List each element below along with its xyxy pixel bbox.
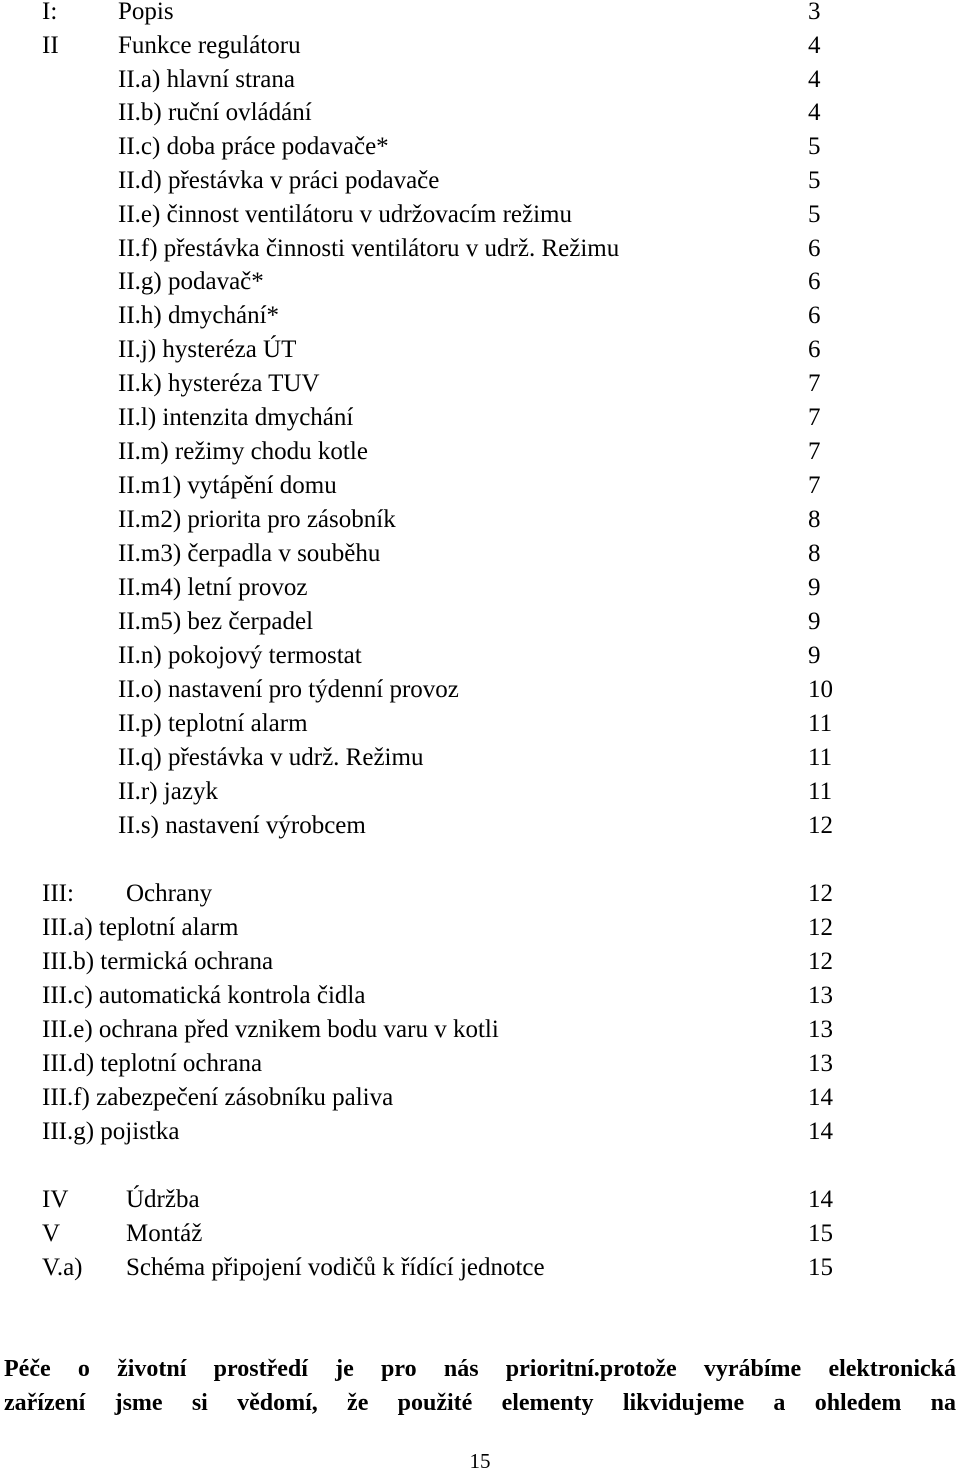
toc-entry-title: II.m3) čerpadla v souběhu: [118, 540, 381, 567]
toc-entry-number: IV: [42, 1186, 69, 1213]
toc-entry-title: Funkce regulátoru: [118, 32, 301, 59]
toc-subentry: [0, 265, 960, 299]
toc-entry-funkce-regulatoru: [0, 29, 960, 63]
toc-entry-page: 5: [808, 133, 821, 160]
toc-entry-page: 15: [808, 1254, 833, 1281]
toc-entry-page: 13: [808, 1050, 833, 1077]
toc-subentry: [0, 1013, 960, 1047]
toc-entry-page: 12: [808, 812, 833, 839]
toc-subentry: [0, 198, 960, 232]
toc-subentry: [0, 673, 960, 707]
toc-subentry: [0, 639, 960, 673]
toc-entry-popis: [0, 0, 960, 29]
toc-subentry: [0, 979, 960, 1013]
toc-entry-page: 12: [808, 880, 833, 907]
toc-entry-title: II.s) nastavení výrobcem: [118, 812, 366, 839]
toc-subentry: [0, 775, 960, 809]
toc-entry-title: II.m1) vytápění domu: [118, 472, 337, 499]
toc-subentry: [0, 503, 960, 537]
toc-entry-number: V.a): [42, 1254, 83, 1281]
toc-entry-page: 8: [808, 506, 821, 533]
environment-note-line-2: zařízení jsme si vědomí, že použité elementy likvidujeme a ohledem na: [4, 1390, 956, 1416]
toc-entry-number: III:: [42, 880, 74, 907]
toc-entry-page: 6: [808, 302, 821, 329]
toc-entry-title: II.n) pokojový termostat: [118, 642, 362, 669]
toc-entry-title: III.e) ochrana před vznikem bodu varu v kotli: [42, 1016, 499, 1043]
toc-subentry: [0, 401, 960, 435]
toc-subentry: [0, 911, 960, 945]
toc-entry-title: II.f) přestávka činnosti ventilátoru v udrž. Režimu: [118, 235, 620, 262]
toc-entry-page: 13: [808, 1016, 833, 1043]
toc-subentry: [0, 232, 960, 266]
toc-entry-page: 7: [808, 370, 821, 397]
toc-entry-page: 15: [808, 1220, 833, 1247]
toc-entry-page: 3: [808, 0, 821, 25]
environment-note-line-1: Péče o životní prostředí je pro nás prioritní.protože vyrábíme elektronická: [4, 1356, 956, 1382]
toc-entry-page: 4: [808, 66, 821, 93]
toc-entry-title: II.m2) priorita pro zásobník: [118, 506, 396, 533]
toc-entry-title: III.c) automatická kontrola čidla: [42, 982, 366, 1009]
toc-entry-title: Popis: [118, 0, 174, 25]
toc-entry-page: 5: [808, 201, 821, 228]
toc-subentry: [0, 571, 960, 605]
toc-entry-page: 14: [808, 1118, 833, 1145]
toc-entry-title: Schéma připojení vodičů k řídící jednotce: [126, 1254, 545, 1281]
page-number: 15: [469, 1449, 491, 1473]
toc-entry-title: III.f) zabezpečení zásobníku paliva: [42, 1084, 394, 1111]
toc-entry-ochrany: [0, 877, 960, 911]
toc-entry-page: 7: [808, 438, 821, 465]
toc-entry-title: III.a) teplotní alarm: [42, 914, 239, 941]
toc-entry-schema: [0, 1251, 960, 1285]
toc-entry-title: II.o) nastavení pro týdenní provoz: [118, 676, 459, 703]
toc-entry-number: I:: [42, 0, 58, 25]
toc-subentry: [0, 435, 960, 469]
toc-entry-title: III.b) termická ochrana: [42, 948, 274, 975]
toc-entry-page: 9: [808, 608, 821, 635]
toc-subentry: [0, 945, 960, 979]
toc-entry-title: II.a) hlavní strana: [118, 66, 296, 93]
toc-entry-page: 12: [808, 948, 833, 975]
toc-entry-title: II.b) ruční ovládání: [118, 99, 312, 126]
toc-subentry: [0, 809, 960, 843]
toc-subentry: [0, 741, 960, 775]
toc-subentry: [0, 1081, 960, 1115]
toc-entry-page: 4: [808, 32, 821, 59]
toc-subentry: [0, 537, 960, 571]
toc-subentry: [0, 1047, 960, 1081]
toc-entry-page: 10: [808, 676, 833, 703]
toc-entry-page: 5: [808, 167, 821, 194]
toc-entry-page: 12: [808, 914, 833, 941]
toc-subentry: [0, 707, 960, 741]
toc-entry-page: 7: [808, 404, 821, 431]
toc-entry-title: Montáž: [126, 1220, 203, 1247]
toc-entry-title: II.p) teplotní alarm: [118, 710, 308, 737]
toc-entry-page: 9: [808, 642, 821, 669]
toc-entry-title: II.m4) letní provoz: [118, 574, 308, 601]
toc-subentry: [0, 367, 960, 401]
toc-entry-page: 6: [808, 336, 821, 363]
toc-subentry: [0, 164, 960, 198]
toc-entry-page: 11: [808, 710, 833, 737]
toc-entry-page: 8: [808, 540, 821, 567]
toc-subentry: [0, 605, 960, 639]
toc-entry-title: III.d) teplotní ochrana: [42, 1050, 263, 1077]
toc-entry-title: II.d) přestávka v práci podavače: [118, 167, 440, 194]
toc-entry-title: II.m5) bez čerpadel: [118, 608, 314, 635]
toc-entry-page: 14: [808, 1186, 833, 1213]
toc-entry-page: 6: [808, 268, 821, 295]
toc-subentry: [0, 63, 960, 97]
toc-entry-title: Ochrany: [126, 880, 213, 907]
toc-entry-udrzba: [0, 1183, 960, 1217]
toc-subentry: [0, 96, 960, 130]
toc-subentry: [0, 333, 960, 367]
toc-entry-title: II.l) intenzita dmychání: [118, 404, 354, 431]
toc-entry-title: II.h) dmychání*: [118, 302, 280, 329]
toc-entry-page: 13: [808, 982, 833, 1009]
toc-entry-title: II.m) režimy chodu kotle: [118, 438, 368, 465]
toc-entry-page: 6: [808, 235, 821, 262]
toc-entry-title: II.q) přestávka v udrž. Režimu: [118, 744, 424, 771]
toc-entry-page: 4: [808, 99, 821, 126]
toc-subentry: [0, 1115, 960, 1149]
toc-entry-title: Údržba: [126, 1186, 200, 1213]
toc-entry-page: 11: [808, 778, 833, 805]
toc-entry-page: 11: [808, 744, 833, 771]
toc-entry-page: 9: [808, 574, 821, 601]
toc-entry-title: II.r) jazyk: [118, 778, 218, 805]
toc-entry-title: II.g) podavač*: [118, 268, 264, 295]
toc-subentry: [0, 299, 960, 333]
toc-entry-title: II.j) hysteréza ÚT: [118, 336, 297, 363]
toc-entry-title: II.k) hysteréza TUV: [118, 370, 320, 397]
toc-entry-number: II: [42, 32, 59, 59]
toc-entry-title: III.g) pojistka: [42, 1118, 180, 1145]
toc-subentry: [0, 130, 960, 164]
toc-entry-number: V: [42, 1220, 61, 1247]
toc-entry-title: II.c) doba práce podavače*: [118, 133, 389, 160]
toc-subentry: [0, 469, 960, 503]
toc-entry-montaz: [0, 1217, 960, 1251]
toc-entry-page: 7: [808, 472, 821, 499]
toc-entry-page: 14: [808, 1084, 833, 1111]
toc-entry-title: II.e) činnost ventilátoru v udržovacím režimu: [118, 201, 573, 228]
